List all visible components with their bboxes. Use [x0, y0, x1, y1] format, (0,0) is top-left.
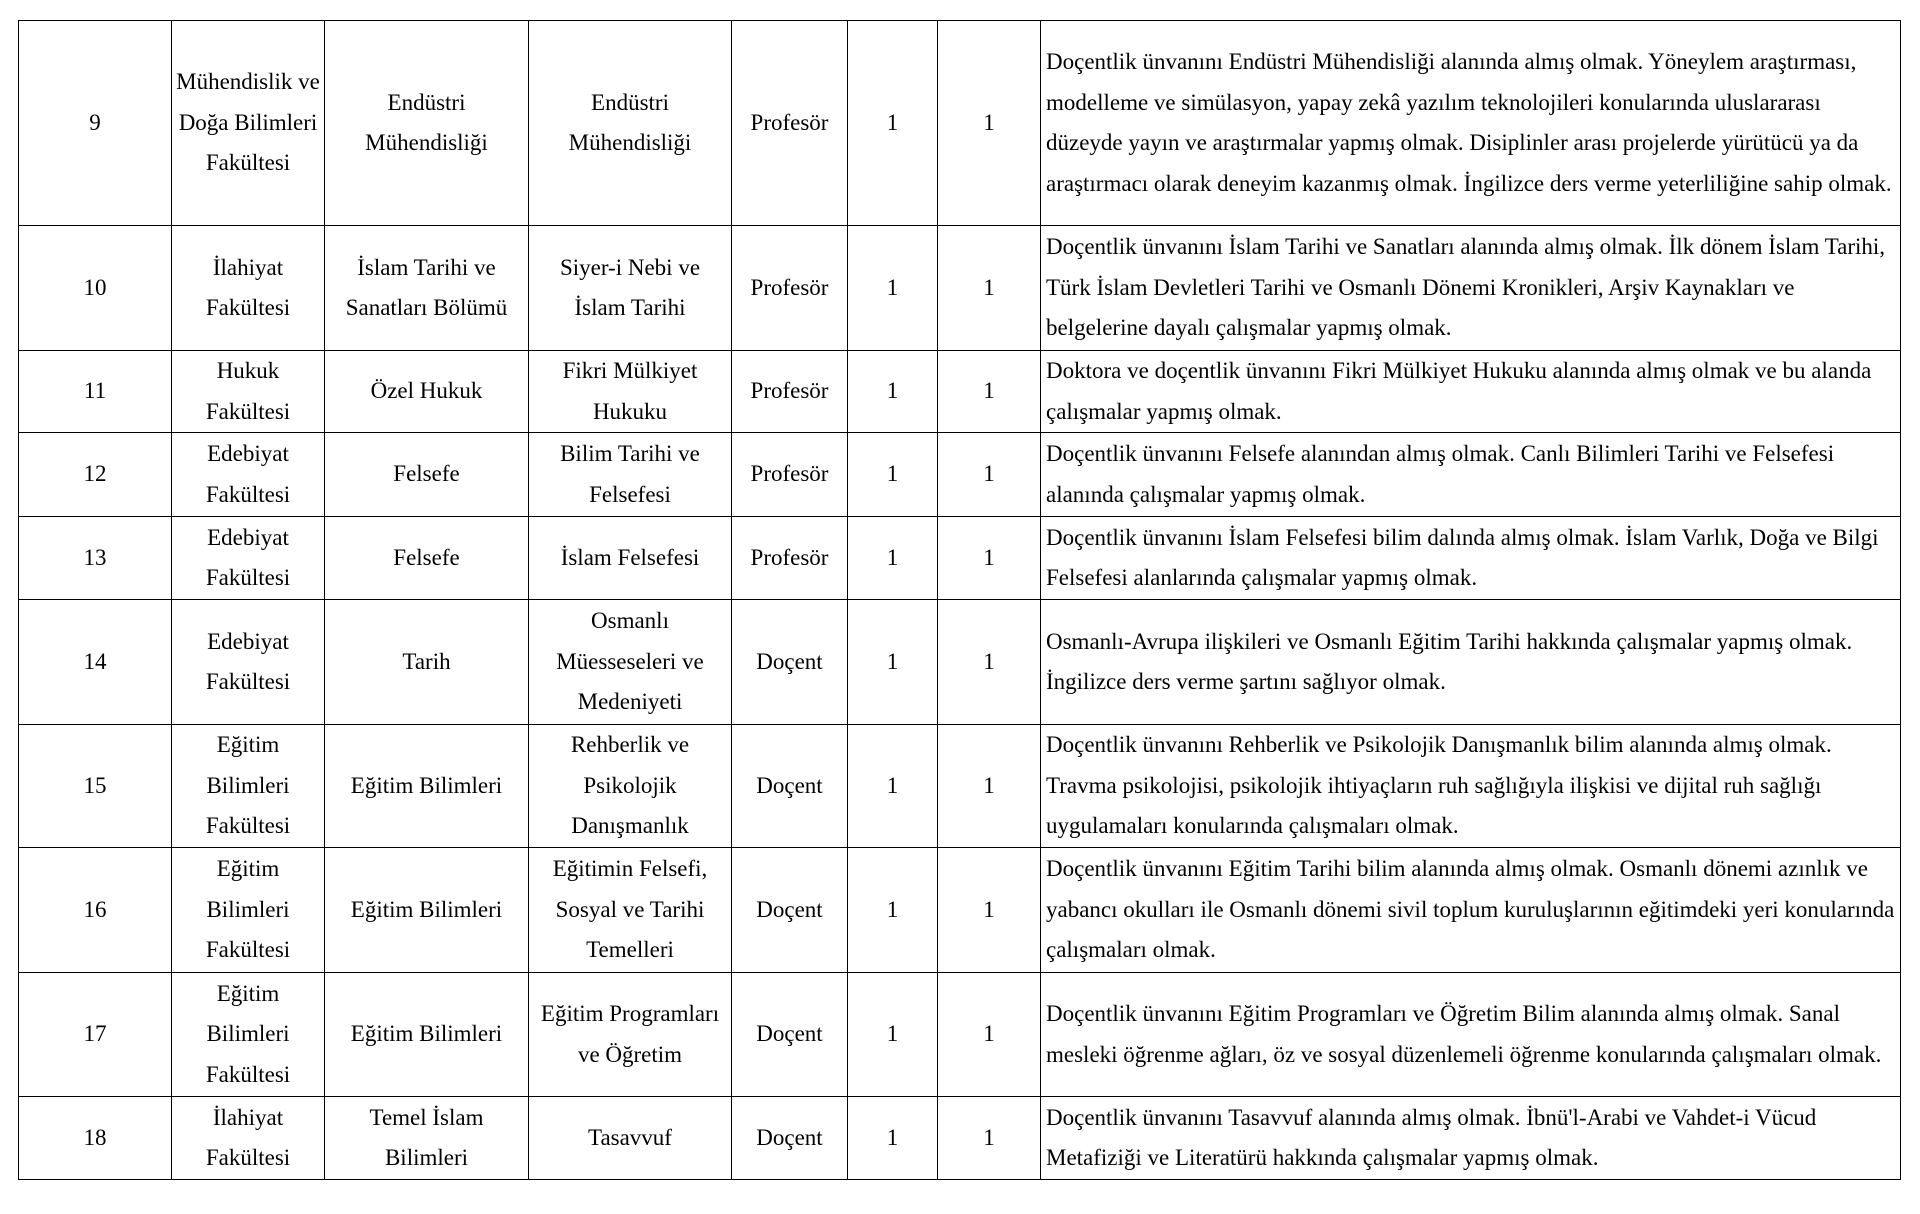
title-cell: Doçent [732, 725, 848, 848]
count-cell: 1 [938, 21, 1041, 226]
field-cell: Rehberlik ve Psikolojik Danışmanlık [529, 725, 732, 848]
count-cell: 1 [848, 973, 938, 1097]
faculty-cell: Eğitim Bilimleri Fakültesi [172, 848, 325, 973]
description-cell: Doçentlik ünvanını İslam Tarihi ve Sanatları alanında almış olmak. İlk dönem İslam Tarihi, Türk İslam Devletleri Tarihi ve Osmanlı Dönemi Kronikleri, Arşiv Kaynakları ve belgelerine dayalı çalışmalar yapmış olmak. [1041, 226, 1901, 351]
count-cell: 1 [848, 21, 938, 226]
row-number: 16 [19, 848, 172, 973]
row-number: 13 [19, 517, 172, 600]
faculty-cell: Edebiyat Fakültesi [172, 433, 325, 517]
department-cell: Eğitim Bilimleri [325, 973, 529, 1097]
table-row [19, 600, 1901, 725]
description-cell: Doçentlik ünvanını Rehberlik ve Psikolojik Danışmanlık bilim alanında almış olmak. Travma psikolojisi, psikolojik ihtiyaçların ruh sağlığıyla ilişkisi ve dijital ruh sağlığı uygulamaları konularında çalışmaları olmak. [1041, 725, 1901, 848]
faculty-cell: İlahiyat Fakültesi [172, 226, 325, 351]
field-cell: Siyer-i Nebi ve İslam Tarihi [529, 226, 732, 351]
department-cell: Özel Hukuk [325, 351, 529, 433]
count-cell: 1 [938, 600, 1041, 725]
count-cell: 1 [848, 351, 938, 433]
title-cell: Profesör [732, 351, 848, 433]
count-cell: 1 [848, 433, 938, 517]
field-cell: Endüstri Mühendisliği [529, 21, 732, 226]
count-cell: 1 [938, 1097, 1041, 1180]
faculty-cell: Eğitim Bilimleri Fakültesi [172, 725, 325, 848]
table-row [19, 351, 1901, 433]
field-cell: Eğitimin Felsefi, Sosyal ve Tarihi Temelleri [529, 848, 732, 973]
description-cell: Doçentlik ünvanını Eğitim Programları ve Öğretim Bilim alanında almış olmak. Sanal mesleki öğrenme ağları, öz ve sosyal düzenlemeli öğrenme konularında çalışmaları olmak. [1041, 973, 1901, 1097]
row-number: 9 [19, 21, 172, 226]
description-cell: Doktora ve doçentlik ünvanını Fikri Mülkiyet Hukuku alanında almış olmak ve bu alanda çalışmalar yapmış olmak. [1041, 351, 1901, 433]
title-cell: Doçent [732, 600, 848, 725]
row-number: 12 [19, 433, 172, 517]
table-row [19, 1097, 1901, 1180]
row-number: 15 [19, 725, 172, 848]
faculty-cell: İlahiyat Fakültesi [172, 1097, 325, 1180]
field-cell: Eğitim Programları ve Öğretim [529, 973, 732, 1097]
title-cell: Profesör [732, 226, 848, 351]
description-cell: Doçentlik ünvanını Eğitim Tarihi bilim alanında almış olmak. Osmanlı dönemi azınlık ve yabancı okulları ile Osmanlı dönemi sivil toplum kuruluşlarının eğitimdeki yeri konularında çalışmaları olmak. [1041, 848, 1901, 973]
table-row [19, 226, 1901, 351]
count-cell: 1 [848, 600, 938, 725]
faculty-cell: Edebiyat Fakültesi [172, 517, 325, 600]
faculty-cell: Edebiyat Fakültesi [172, 600, 325, 725]
title-cell: Doçent [732, 1097, 848, 1180]
description-cell: Doçentlik ünvanını Felsefe alanından almış olmak. Canlı Bilimleri Tarihi ve Felsefesi alanında çalışmalar yapmış olmak. [1041, 433, 1901, 517]
count-cell: 1 [938, 433, 1041, 517]
title-cell: Doçent [732, 973, 848, 1097]
description-cell: Osmanlı-Avrupa ilişkileri ve Osmanlı Eğitim Tarihi hakkında çalışmalar yapmış olmak. İngilizce ders verme şartını sağlıyor olmak. [1041, 600, 1901, 725]
table-row [19, 848, 1901, 973]
row-number: 18 [19, 1097, 172, 1180]
table-row [19, 973, 1901, 1097]
title-cell: Profesör [732, 517, 848, 600]
department-cell: Eğitim Bilimleri [325, 725, 529, 848]
count-cell: 1 [938, 517, 1041, 600]
row-number: 17 [19, 973, 172, 1097]
table-row [19, 21, 1901, 226]
table-row [19, 433, 1901, 517]
count-cell: 1 [848, 848, 938, 973]
department-cell: Eğitim Bilimleri [325, 848, 529, 973]
field-cell: İslam Felsefesi [529, 517, 732, 600]
count-cell: 1 [848, 517, 938, 600]
count-cell: 1 [848, 1097, 938, 1180]
positions-table [18, 20, 1901, 1180]
table-row [19, 725, 1901, 848]
title-cell: Profesör [732, 21, 848, 226]
description-cell: Doçentlik ünvanını İslam Felsefesi bilim dalında almış olmak. İslam Varlık, Doğa ve Bilgi Felsefesi alanlarında çalışmalar yapmış olmak. [1041, 517, 1901, 600]
count-cell: 1 [848, 226, 938, 351]
count-cell: 1 [938, 226, 1041, 351]
department-cell: Tarih [325, 600, 529, 725]
row-number: 14 [19, 600, 172, 725]
field-cell: Fikri Mülkiyet Hukuku [529, 351, 732, 433]
count-cell: 1 [938, 848, 1041, 973]
department-cell: İslam Tarihi ve Sanatları Bölümü [325, 226, 529, 351]
title-cell: Profesör [732, 433, 848, 517]
title-cell: Doçent [732, 848, 848, 973]
field-cell: Tasavvuf [529, 1097, 732, 1180]
field-cell: Osmanlı Müesseseleri ve Medeniyeti [529, 600, 732, 725]
department-cell: Felsefe [325, 433, 529, 517]
faculty-cell: Eğitim Bilimleri Fakültesi [172, 973, 325, 1097]
description-cell: Doçentlik ünvanını Endüstri Mühendisliği alanında almış olmak. Yöneylem araştırması, modelleme ve simülasyon, yapay zekâ yazılım teknolojileri konularında uluslararası düzeyde yayın ve araştırmalar yapmış olmak. Disiplinler arası projelerde yürütücü ya da araştırmacı olarak deneyim kazanmış olmak. İngilizce ders verme yeterliliğine sahip olmak. [1041, 21, 1901, 226]
department-cell: Felsefe [325, 517, 529, 600]
count-cell: 1 [938, 973, 1041, 1097]
row-number: 10 [19, 226, 172, 351]
field-cell: Bilim Tarihi ve Felsefesi [529, 433, 732, 517]
count-cell: 1 [938, 725, 1041, 848]
department-cell: Endüstri Mühendisliği [325, 21, 529, 226]
faculty-cell: Hukuk Fakültesi [172, 351, 325, 433]
department-cell: Temel İslam Bilimleri [325, 1097, 529, 1180]
description-cell: Doçentlik ünvanını Tasavvuf alanında almış olmak. İbnü'l-Arabi ve Vahdet-i Vücud Metafiziği ve Literatürü hakkında çalışmalar yapmış olmak. [1041, 1097, 1901, 1180]
table-row [19, 517, 1901, 600]
count-cell: 1 [848, 725, 938, 848]
count-cell: 1 [938, 351, 1041, 433]
faculty-cell: Mühendislik ve Doğa Bilimleri Fakültesi [172, 21, 325, 226]
row-number: 11 [19, 351, 172, 433]
